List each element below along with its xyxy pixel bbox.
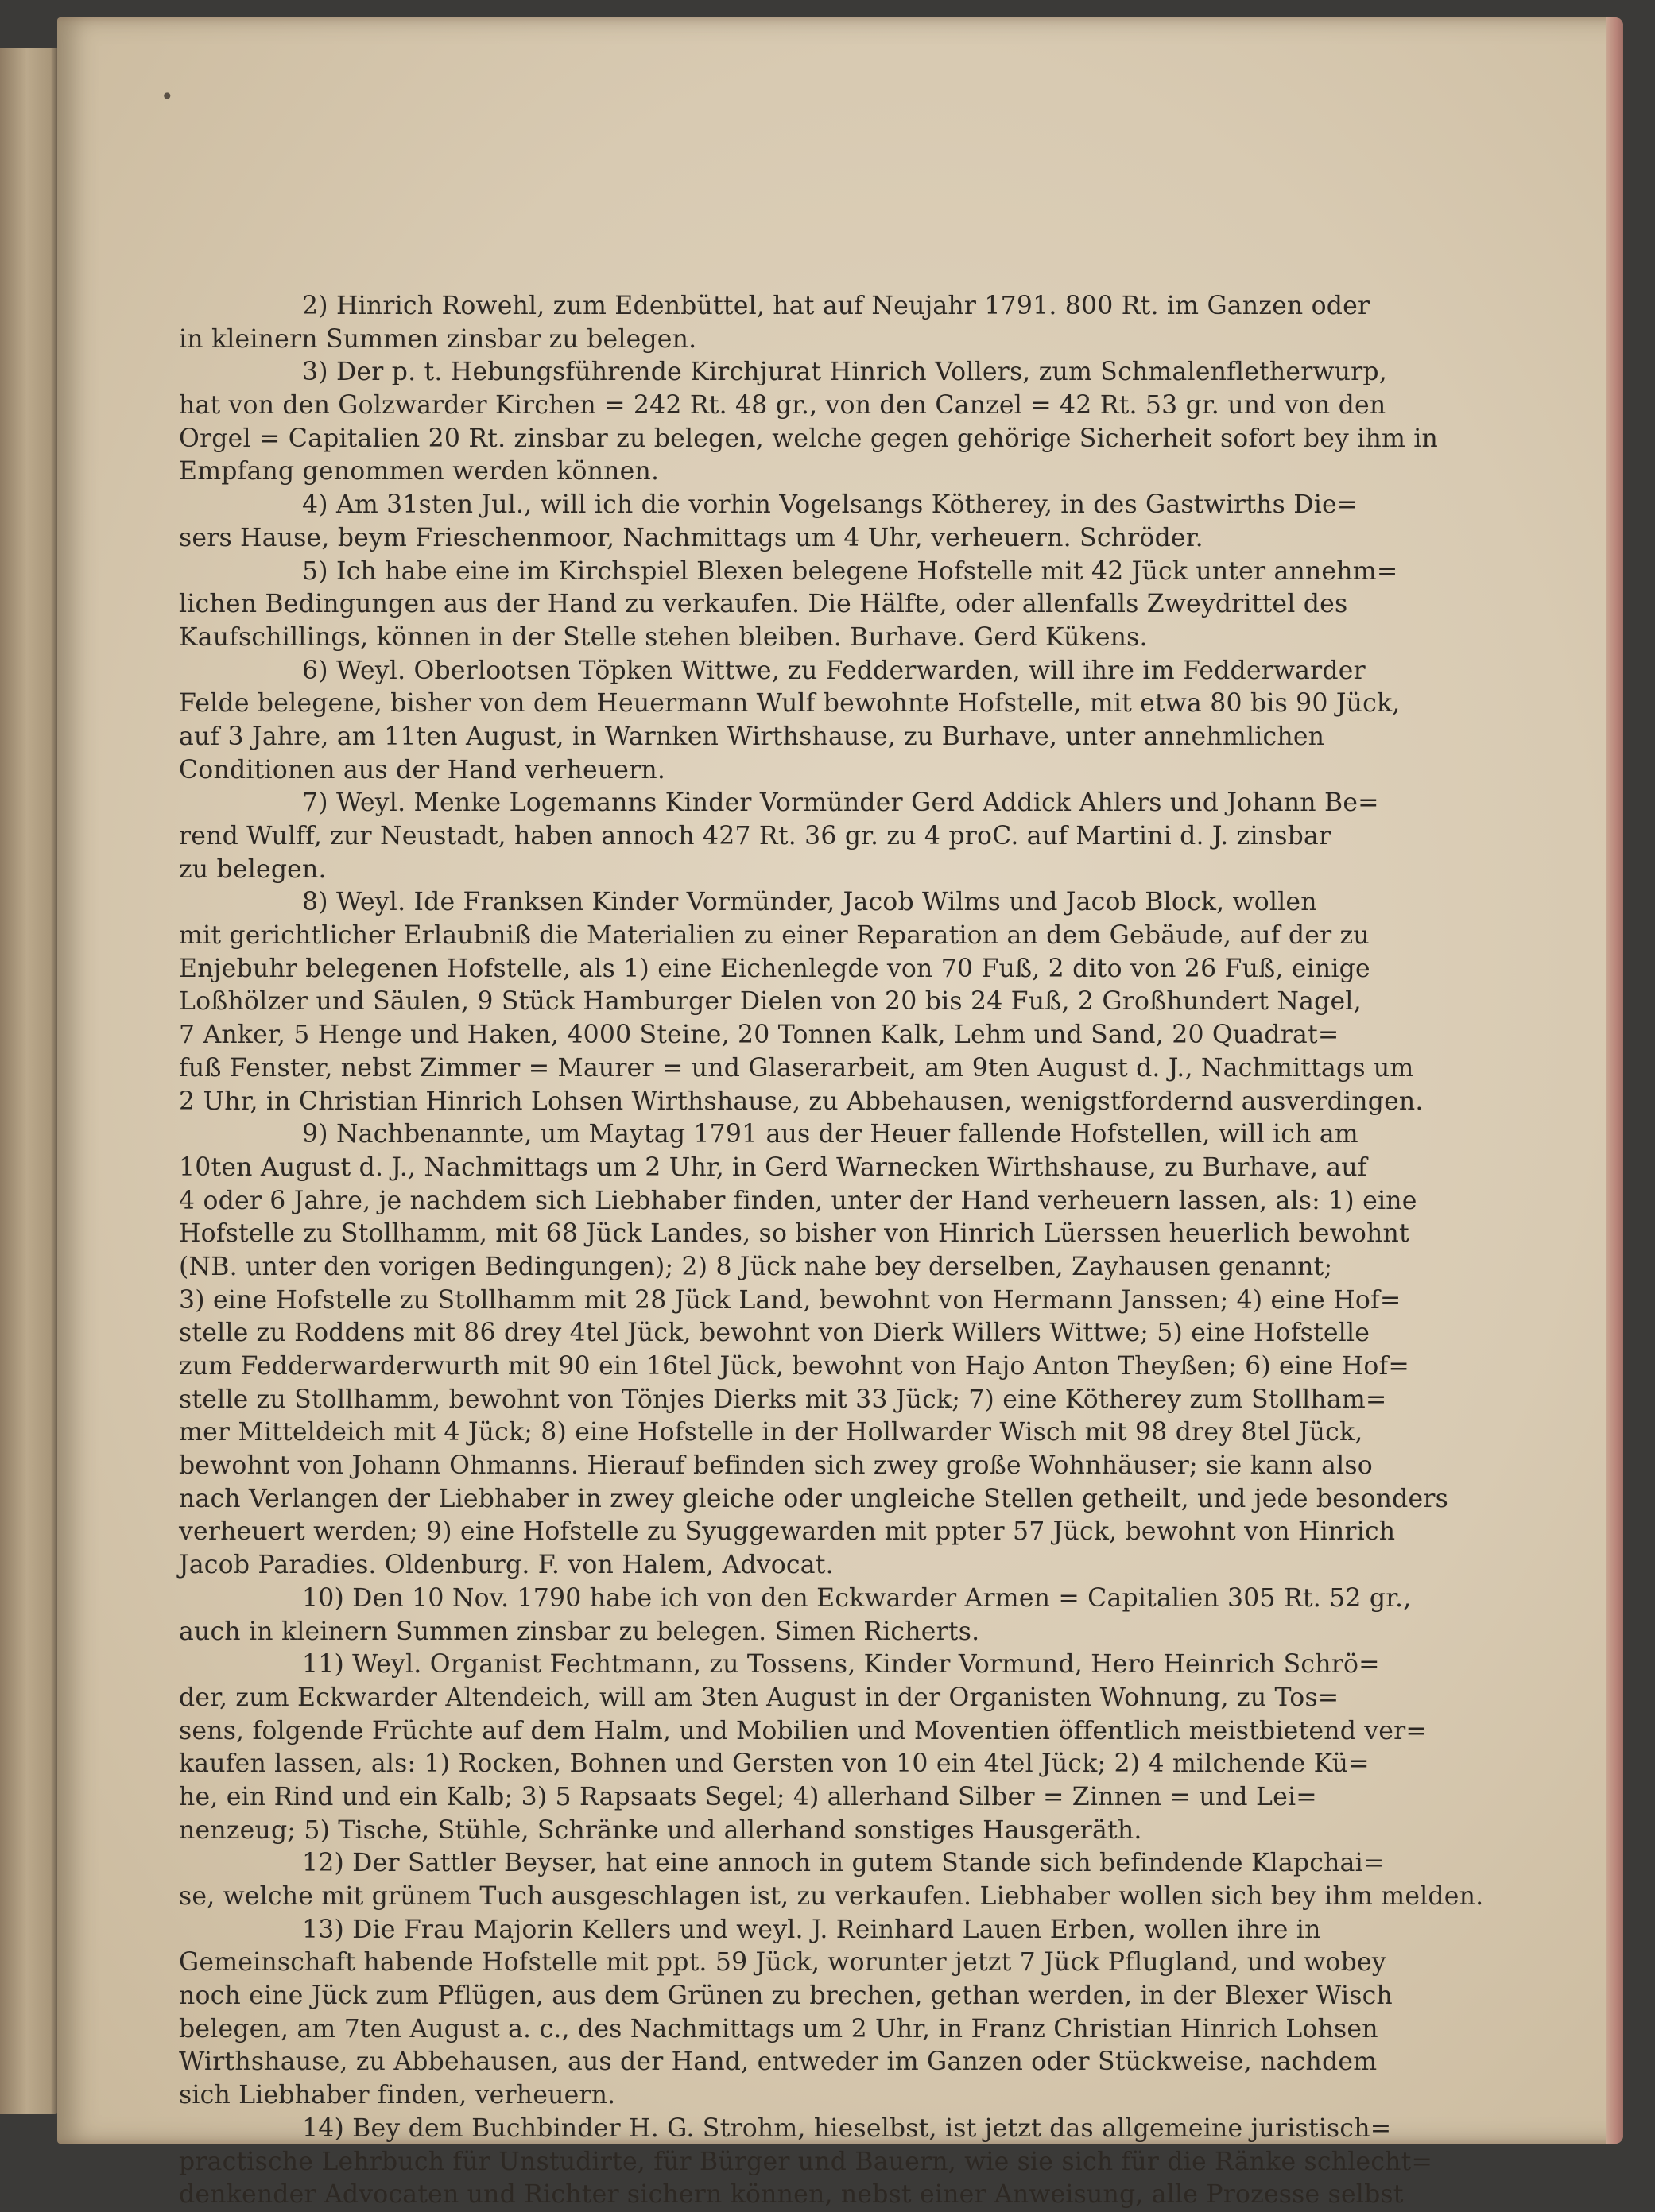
text-line: Kaufschillings, können in der Stelle stehen bleiben. Burhave. Gerd Kükens.: [179, 622, 1148, 652]
text-line: Gemeinschaft habende Hofstelle mit ppt. 59 Jück, worunter jetzt 7 Jück Pflugland, und wobey: [179, 1948, 1386, 1978]
notice-entry: [179, 356, 1439, 489]
text-line: stelle zu Roddens mit 86 drey 4tel Jück, bewohnt von Dierk Willers Wittwe; 5) eine Hofstelle: [179, 1319, 1370, 1348]
notice-entry: [179, 556, 1398, 655]
text-line: 14) Bey dem Buchbinder H. G. Strohm, hieselbst, ist jetzt das allgemeine juristisch=: [302, 2113, 1392, 2143]
notice-entry: [179, 655, 1401, 788]
text-line: (NB. unter den vorigen Bedingungen); 2) 8 Jück nahe bey derselben, Zayhausen genannt;: [179, 1252, 1333, 1281]
notice-entry: [179, 1648, 1427, 1847]
text-line: stelle zu Stollhamm, bewohnt von Tönjes Dierks mit 33 Jück; 7) eine Kötherey zum Stollham=: [179, 1385, 1387, 1414]
text-line: sens, folgende Früchte auf dem Halm, und Mobilien und Moventien öffentlich meistbietend ver=: [179, 1716, 1427, 1745]
text-line: he, ein Rind und ein Kalb; 3) 5 Rapsaats Segel; 4) allerhand Silber = Zinnen = und Lei=: [179, 1782, 1317, 1811]
facing-page-edge: [0, 48, 60, 2114]
notice-entry: [179, 489, 1358, 555]
text-line: rend Wulff, zur Neustadt, haben annoch 427 Rt. 36 gr. zu 4 proC. auf Martini d. J. zinsbar: [179, 822, 1331, 850]
text-line: 2 Uhr, in Christian Hinrich Lohsen Wirthshause, zu Abbehausen, wenigstfordernd ausverdingen.: [179, 1087, 1424, 1116]
text-line: denkender Advocaten und Richter sichern können, nebst einer Anweisung, alle Prozesse selbst: [179, 2180, 1404, 2210]
notice-entry: [179, 1914, 1393, 2113]
text-line: Jacob Paradies. Oldenburg. F. von Halem, Advocat.: [179, 1551, 834, 1580]
text-line: 6) Weyl. Oberlootsen Töpken Wittwe, zu Fedderwarden, will ihre im Fedderwarder: [302, 656, 1366, 685]
notice-entry: [179, 886, 1424, 1118]
text-line: 10ten August d. J., Nachmittags um 2 Uhr, in Gerd Warnecken Wirthshause, zu Burhave, auf: [179, 1152, 1367, 1182]
text-line: nach Verlangen der Liebhaber in zwey gleiche oder ungleiche Stellen getheilt, und jede besonders: [179, 1484, 1448, 1513]
text-line: kaufen lassen, als: 1) Rocken, Bohnen und Gersten von 10 ein 4tel Jück; 2) 4 milchende Kü=: [179, 1749, 1370, 1779]
text-line: der, zum Eckwarder Altendeich, will am 3ten August in der Organisten Wohnung, zu Tos=: [179, 1683, 1339, 1712]
text-line: auf 3 Jahre, am 11ten August, in Warnken Wirthshause, zu Burhave, unter annehmlichen: [179, 722, 1325, 751]
text-line: noch eine Jück zum Pflügen, aus dem Grünen zu brechen, gethan werden, in der Blexer Wisch: [179, 1982, 1393, 2011]
text-line: auch in kleinern Summen zinsbar zu belegen. Simen Richerts.: [179, 1617, 980, 1646]
text-line: Enjebuhr belegenen Hofstelle, als 1) eine Eichenlegde von 70 Fuß, 2 dito von 26 Fuß, einige: [179, 954, 1370, 983]
text-line: Hofstelle zu Stollhamm, mit 68 Jück Landes, so bisher von Hinrich Lüerssen heuerlich bewohnt: [179, 1219, 1409, 1249]
text-line: 10) Den 10 Nov. 1790 habe ich von den Eckwarder Armen = Capitalien 305 Rt. 52 gr.,: [302, 1583, 1412, 1613]
text-line: 5) Ich habe eine im Kirchspiel Blexen belegene Hofstelle mit 42 Jück unter annehm=: [302, 556, 1398, 586]
text-line: Empfang genommen werden können.: [179, 457, 660, 486]
text-line: 9) Nachbenannte, um Maytag 1791 aus der Heuer fallende Hofstellen, will ich am: [302, 1120, 1358, 1149]
text-line: bewohnt von Johann Ohmanns. Hierauf befinden sich zwey große Wohnhäuser; sie kann also: [179, 1451, 1373, 1481]
text-line: hat von den Golzwarder Kirchen = 242 Rt. 48 gr., von den Canzel = 42 Rt. 53 gr. und von den: [179, 391, 1386, 420]
text-line: Orgel = Capitalien 20 Rt. zinsbar zu belegen, welche gegen gehörige Sicherheit sofort bey ihm in: [179, 424, 1439, 453]
text-line: mit gerichtlicher Erlaubniß die Materialien zu einer Reparation an dem Gebäude, auf der zu: [179, 921, 1370, 951]
text-line: mer Mitteldeich mit 4 Jück; 8) eine Hofstelle in der Hollwarder Wisch mit 98 drey 8tel Jück,: [179, 1418, 1363, 1447]
text-line: fuß Fenster, nebst Zimmer = Maurer = und Glaserarbeit, am 9ten August d. J., Nachmittags um: [179, 1053, 1414, 1083]
text-line: belegen, am 7ten August a. c., des Nachmittags um 2 Uhr, in Franz Christian Hinrich Lohsen: [179, 2014, 1378, 2043]
notice-entry: [179, 290, 1370, 356]
text-line: 8) Weyl. Ide Franksen Kinder Vormünder, Jacob Wilms und Jacob Block, wollen: [302, 888, 1317, 917]
text-line: 11) Weyl. Organist Fechtmann, zu Tossens, Kinder Vormund, Hero Heinrich Schrö=: [302, 1650, 1380, 1679]
text-line: practische Lehrbuch für Unstudirte, für Bürger und Bauern, wie sie sich für die Ränke schlecht=: [179, 2147, 1433, 2176]
page-fore-edge: [1606, 17, 1623, 2144]
text-line: zu belegen.: [179, 854, 327, 884]
text-line: nenzeug; 5) Tische, Stühle, Schränke und allerhand sonstiges Hausgeräth.: [179, 1815, 1142, 1845]
text-line: 7 Anker, 5 Henge und Haken, 4000 Steine, 20 Tonnen Kalk, Lehm und Sand, 20 Quadrat=: [179, 1021, 1339, 1050]
notice-entry: [179, 2113, 1433, 2212]
text-line: 4) Am 31sten Jul., will ich die vorhin Vogelsangs Kötherey, in des Gastwirths Die=: [302, 490, 1358, 520]
text-line: lichen Bedingungen aus der Hand zu verkaufen. Die Hälfte, oder allenfalls Zweydrittel des: [179, 590, 1348, 619]
text-line: 12) Der Sattler Beyser, hat eine annoch in gutem Stande sich befindende Klapchai=: [302, 1849, 1385, 1878]
notice-entry: [179, 787, 1379, 886]
notice-entry: [179, 1582, 1412, 1648]
text-line: sich Liebhaber finden, verheuern.: [179, 2081, 616, 2110]
text-line: 3) eine Hofstelle zu Stollhamm mit 28 Jück Land, bewohnt von Hermann Janssen; 4) eine Hof=: [179, 1285, 1401, 1315]
text-line: 2) Hinrich Rowehl, zum Edenbüttel, hat auf Neujahr 1791. 800 Rt. im Ganzen oder: [302, 292, 1370, 320]
text-line: Wirthshause, zu Abbehausen, aus der Hand, entweder im Ganzen oder Stückweise, nachdem: [179, 2047, 1378, 2077]
text-line: in kleinern Summen zinsbar zu belegen.: [179, 324, 697, 354]
text-line: Felde belegene, bisher von dem Heuermann Wulf bewohnte Hofstelle, mit etwa 80 bis 90 Jück,: [179, 689, 1401, 719]
text-line: Conditionen aus der Hand verheuern.: [179, 755, 666, 784]
notice-text-block: [179, 290, 1484, 2212]
text-line: sers Hause, beym Frieschenmoor, Nachmittags um 4 Uhr, verheuern. Schröder.: [179, 523, 1203, 552]
text-line: 7) Weyl. Menke Logemanns Kinder Vormünder Gerd Addick Ahlers und Johann Be=: [302, 788, 1379, 818]
text-line: se, welche mit grünem Tuch ausgeschlagen ist, zu verkaufen. Liebhaber wollen sich bey ihm melden.: [179, 1882, 1484, 1911]
text-line: 4 oder 6 Jahre, je nachdem sich Liebhaber finden, unter der Hand verheuern lassen, als: 1) eine: [179, 1186, 1417, 1215]
text-line: Loßhölzer und Säulen, 9 Stück Hamburger Dielen von 20 bis 24 Fuß, 2 Großhundert Nagel,: [179, 987, 1362, 1017]
text-line: zum Fedderwarderwurth mit 90 ein 16tel Jück, bewohnt von Hajo Anton Theyßen; 6) eine Hof=: [179, 1352, 1409, 1381]
text-line: verheuert werden; 9) eine Hofstelle zu Syuggewarden mit ppter 57 Jück, bewohnt von Hinrich: [179, 1517, 1396, 1547]
text-line: 3) Der p. t. Hebungsführende Kirchjurat Hinrich Vollers, zum Schmalenfletherwurp,: [302, 358, 1387, 387]
notice-entry: [179, 1118, 1448, 1582]
ink-mark: •: [161, 83, 174, 110]
notice-entry: [179, 1847, 1484, 1913]
text-line: 13) Die Frau Majorin Kellers und weyl. J. Reinhard Lauen Erben, wollen ihre in: [302, 1915, 1321, 1944]
